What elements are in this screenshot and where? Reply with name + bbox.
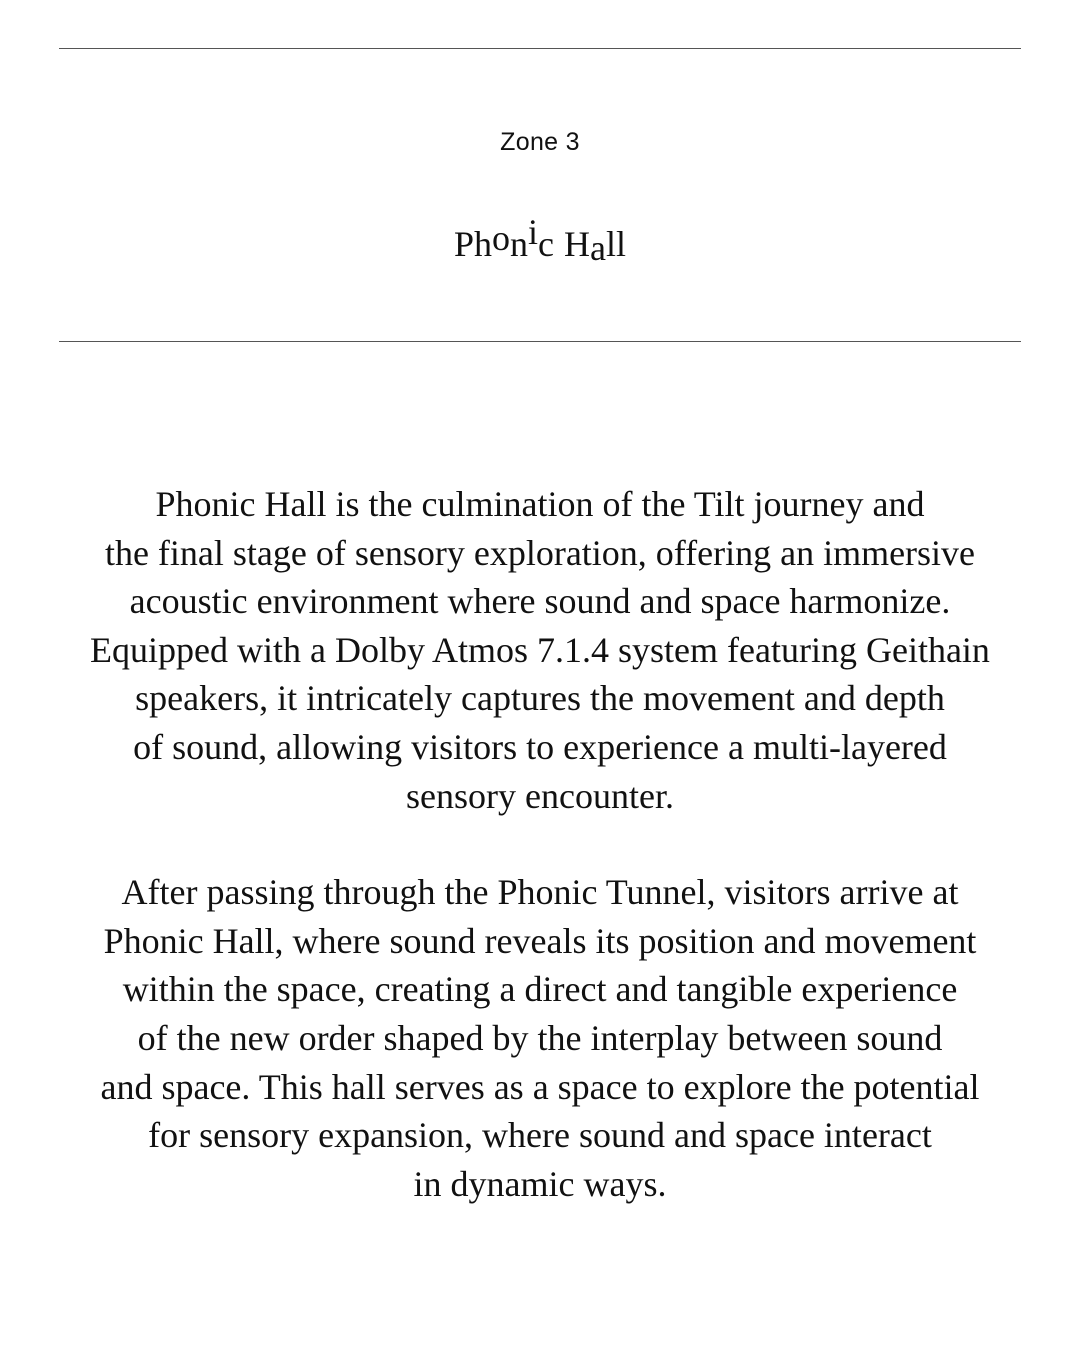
- paragraph: [40, 480, 1040, 820]
- title-char: i: [528, 212, 539, 252]
- title-char: h: [474, 224, 492, 264]
- title-char: c: [538, 224, 554, 264]
- text-line: of sound, allowing visitors to experience a multi-layered: [133, 726, 947, 767]
- text-line: in dynamic ways.: [413, 1163, 667, 1204]
- text-line: the final stage of sensory exploration, offering an immersive: [104, 532, 976, 573]
- title-char: l: [605, 224, 616, 264]
- text-line: After passing through the Phonic Tunnel, visitors arrive at: [121, 872, 959, 913]
- zone-label: Zone 3: [500, 128, 580, 156]
- text-line: Phonic Hall, where sound reveals its position and movement: [103, 920, 977, 961]
- page-title: [0, 212, 1080, 272]
- text-line: and space. This hall serves as a space to explore the potential: [100, 1066, 980, 1107]
- text-line: Phonic Hall is the culmination of the Tilt journey and: [155, 484, 925, 524]
- middle-divider: [59, 341, 1021, 342]
- text-line: sensory encounter.: [406, 775, 674, 816]
- title-char: P: [453, 224, 474, 264]
- text-line: within the space, creating a direct and tangible experience: [122, 969, 958, 1010]
- paragraph: [40, 868, 1040, 1208]
- title-char: l: [616, 224, 627, 264]
- text-line: for sensory expansion, where sound and space interact: [148, 1115, 932, 1156]
- title-char: o: [492, 218, 510, 258]
- text-line: acoustic environment where sound and space harmonize.: [129, 581, 951, 622]
- text-line: speakers, it intricately captures the movement and depth: [135, 678, 945, 719]
- title-char: H: [564, 224, 590, 264]
- title-char: a: [590, 228, 606, 268]
- top-divider: [59, 48, 1021, 49]
- description: [40, 480, 1040, 1208]
- text-line: of the new order shaped by the interplay between sound: [137, 1017, 943, 1058]
- title-char: n: [510, 224, 528, 264]
- text-line: Equipped with a Dolby Atmos 7.1.4 system featuring Geithain: [90, 629, 990, 670]
